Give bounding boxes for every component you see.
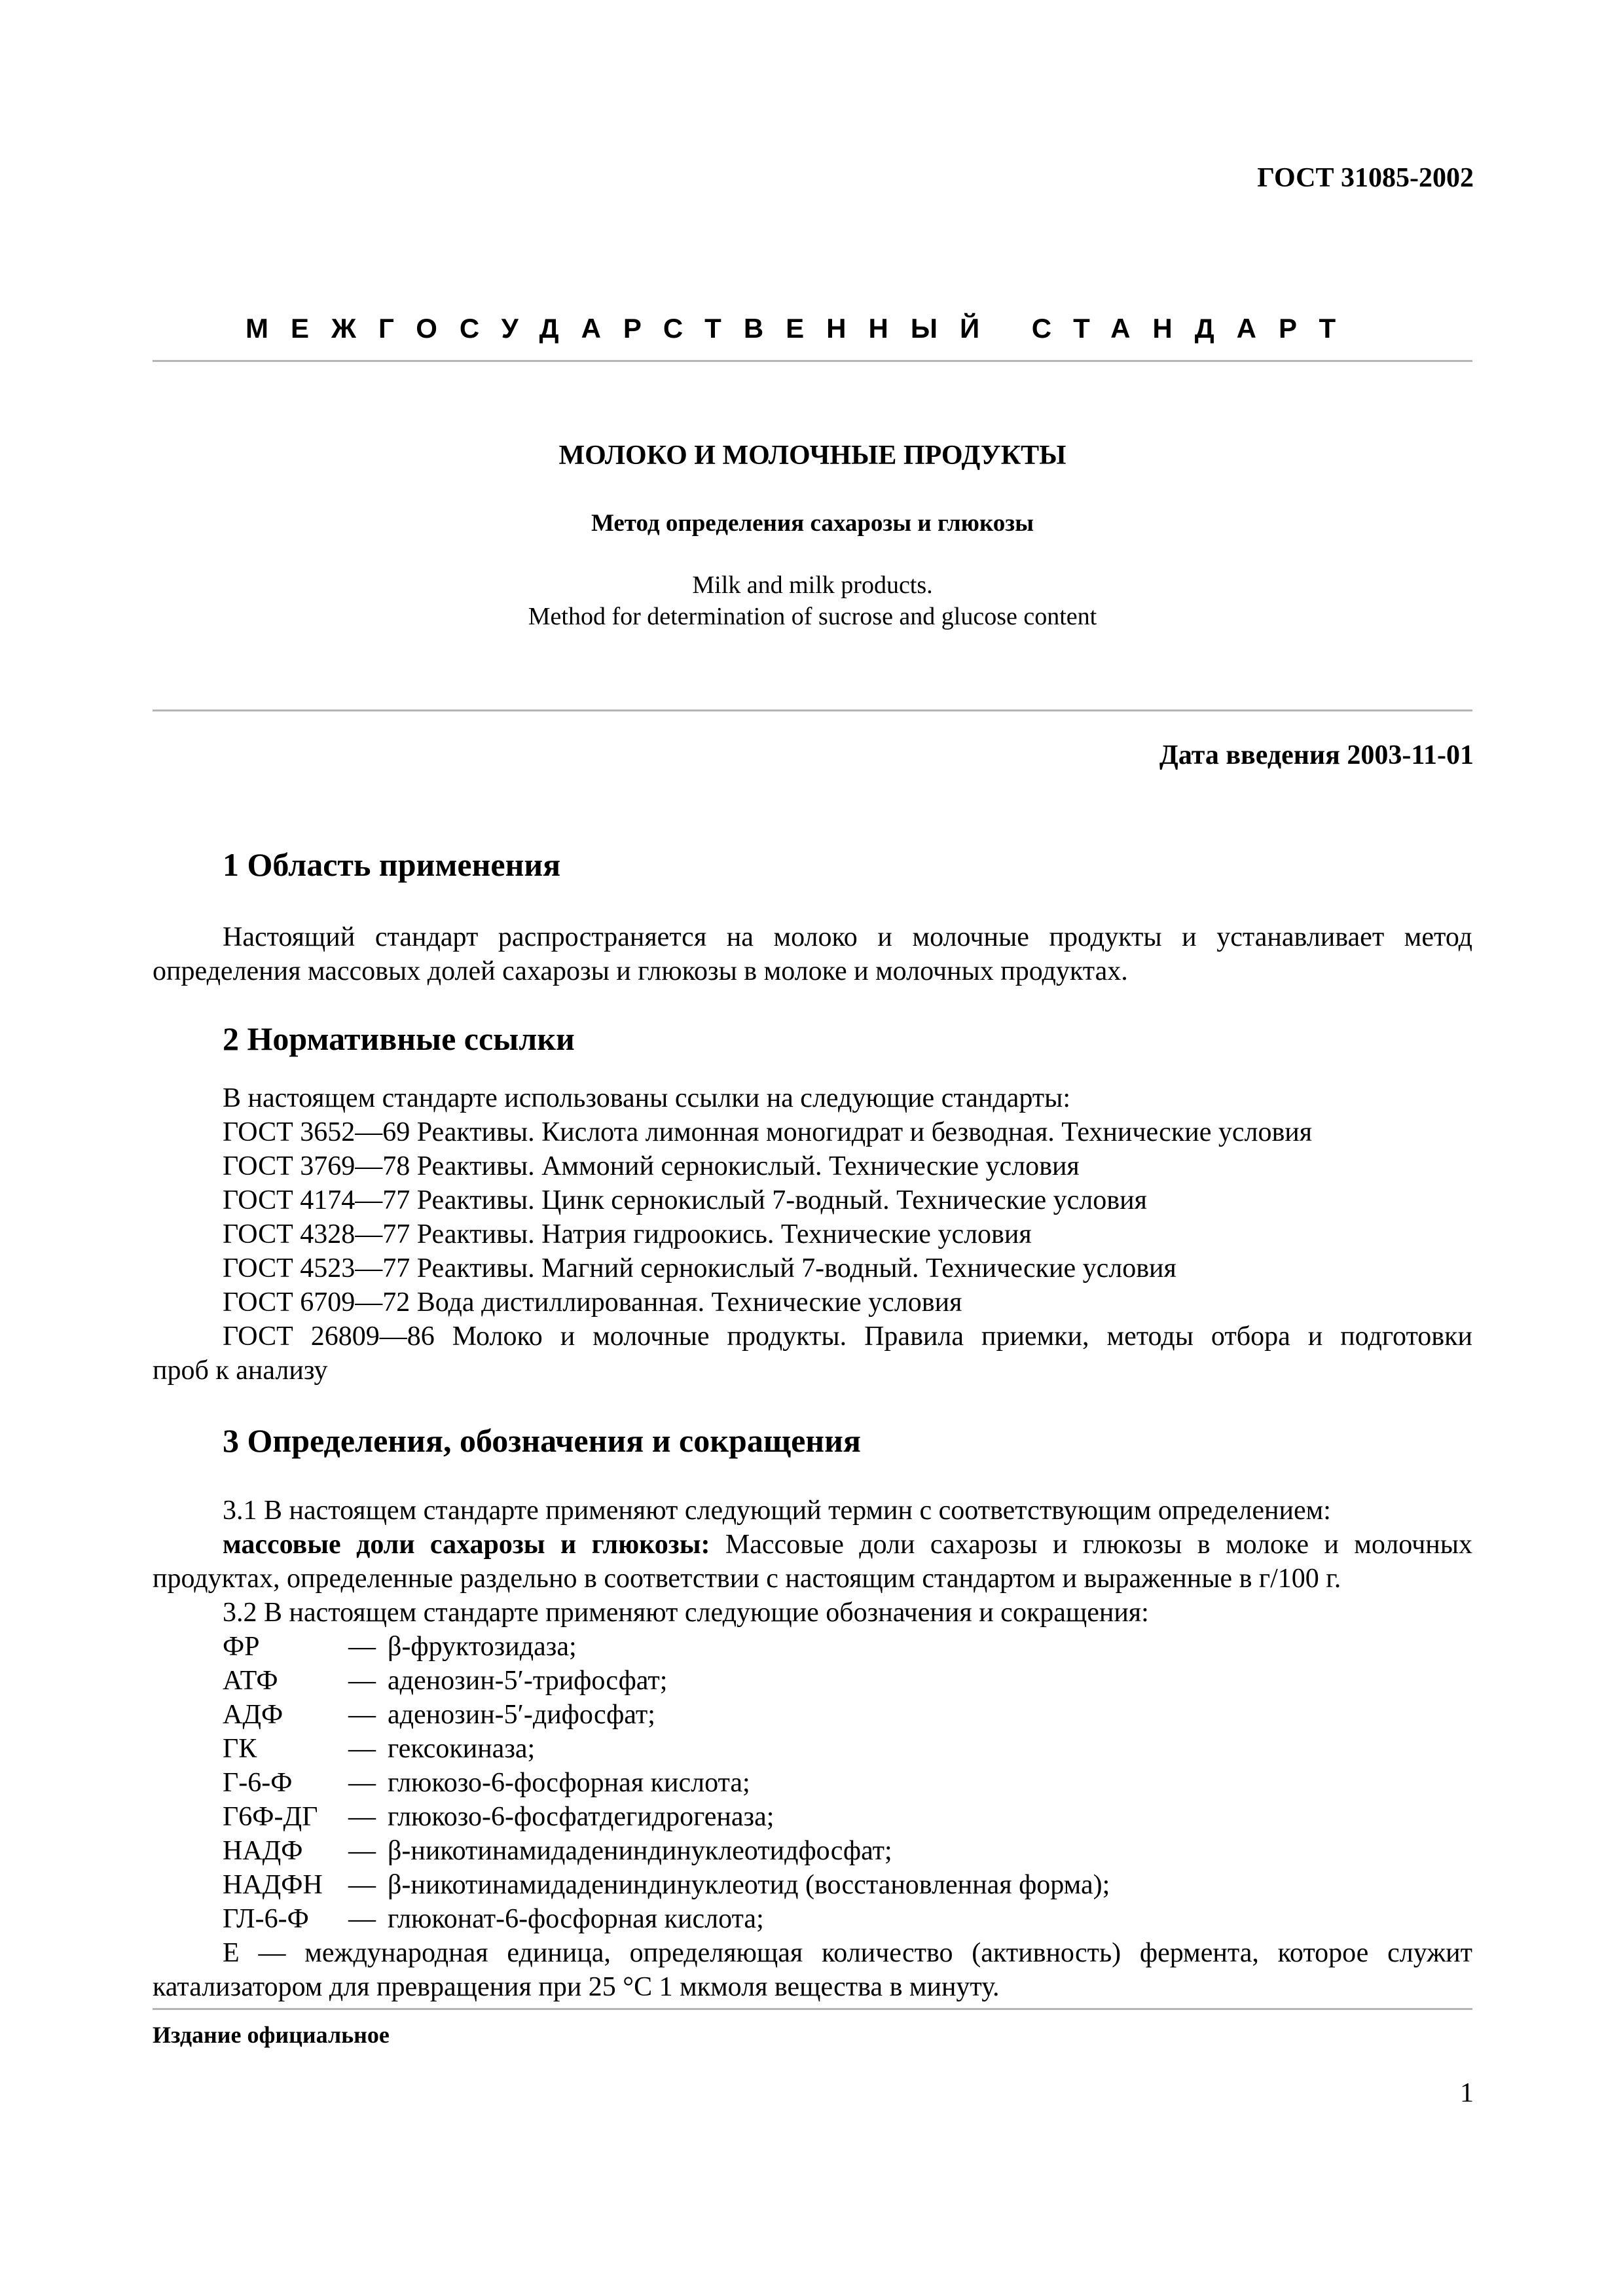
- section-1-line-1: Настоящий стандарт распространяется на молоко и молочные продукты и устанавливает метод: [223, 922, 1472, 952]
- document-code: ГОСТ 31085-2002: [1257, 163, 1474, 193]
- abbreviation-row: [223, 1698, 655, 1732]
- section-2-text: [153, 1081, 1472, 1388]
- abbreviation-row: [223, 1732, 535, 1766]
- abbreviation-text: аденозин-5′-трифосфат;: [388, 1666, 668, 1696]
- unit-definition-line-2: катализатором для превращения при 25 °С 1 мкмоля вещества в минуту.: [153, 1972, 1000, 2002]
- abbreviation-key: Г-6-Ф: [223, 1768, 293, 1798]
- abbreviation-row: [223, 1800, 774, 1834]
- abbreviation-text: глюконат-6-фосфорная кислота;: [388, 1904, 764, 1934]
- reference-item: ГОСТ 6709—72 Вода дистиллированная. Технические условия: [223, 1287, 962, 1318]
- reference-item: ГОСТ 3769—78 Реактивы. Аммоний сернокислый. Технические условия: [223, 1151, 1080, 1181]
- abbreviation-dash: —: [348, 1632, 376, 1662]
- header-divider: [153, 360, 1472, 362]
- abbreviation-dash: —: [348, 1700, 376, 1730]
- abbreviation-text: β-никотинамидадениндинуклеотид (восстановленная форма);: [388, 1870, 1110, 1900]
- document-title: МОЛОКО И МОЛОЧНЫЕ ПРОДУКТЫ: [558, 440, 1067, 471]
- clause-3-2: 3.2 В настоящем стандарте применяют следующие обозначения и сокращения:: [223, 1598, 1149, 1628]
- abbreviation-key: ГК: [223, 1734, 257, 1764]
- page-number: 1: [1460, 2078, 1474, 2108]
- abbreviation-key: НАДФН: [223, 1870, 323, 1900]
- abbreviation-key: АДФ: [223, 1700, 283, 1730]
- footer-divider: [153, 2008, 1472, 2010]
- abbreviation-text: β-никотинамидадениндинуклеотидфосфат;: [388, 1836, 892, 1866]
- abbreviation-key: ГЛ-6-Ф: [223, 1904, 309, 1934]
- abbreviation-dash: —: [348, 1836, 376, 1866]
- reference-item-continuation: проб к анализу: [153, 1355, 328, 1386]
- abbreviation-row: [223, 1766, 750, 1800]
- clause-3-1: 3.1 В настоящем стандарте применяют следующий термин с соответствующим определением:: [223, 1496, 1331, 1526]
- english-title-line-1: Milk and milk products.: [692, 571, 933, 599]
- interstate-standard-label: МЕЖГОСУДАРСТВЕННЫЙ СТАНДАРТ: [246, 313, 1359, 344]
- term-definition-line-1: [153, 1528, 1472, 1562]
- abbreviation-text: аденозин-5′-дифосфат;: [388, 1700, 655, 1730]
- term-definition-line-2: продуктах, определенные раздельно в соответствии с настоящим стандартом и выраженные в г/100 г.: [153, 1564, 1341, 1594]
- reference-item: ГОСТ 26809—86 Молоко и молочные продукты. Правила приемки, методы отбора и подготовки: [223, 1321, 1472, 1352]
- abbreviation-row: [223, 1834, 892, 1868]
- section-1-line-2: определения массовых долей сахарозы и глюкозы в молоке и молочных продуктах.: [153, 956, 1128, 986]
- abbreviation-key: НАДФ: [223, 1836, 303, 1866]
- section-1-text: [153, 920, 1472, 988]
- title-divider: [153, 709, 1472, 711]
- definition-text: Массовые доли сахарозы и глюкозы в молоке и молочных: [710, 1530, 1472, 1560]
- abbreviation-row: [223, 1868, 1110, 1902]
- abbreviation-key: Г6Ф-ДГ: [223, 1802, 318, 1832]
- abbreviation-dash: —: [348, 1666, 376, 1696]
- effective-date: Дата введения 2003-11-01: [1159, 740, 1474, 770]
- abbreviation-text: β-фруктозидаза;: [388, 1632, 577, 1662]
- unit-definition: [153, 1936, 1472, 2004]
- abbreviation-dash: —: [348, 1904, 376, 1934]
- unit-definition-line-1: Е — международная единица, определяющая количество (активность) фермента, которое служит: [223, 1938, 1472, 1968]
- reference-item: ГОСТ 4328—77 Реактивы. Натрия гидроокись. Технические условия: [223, 1219, 1032, 1249]
- abbreviation-key: ФР: [223, 1632, 260, 1662]
- term: массовые доли сахарозы и глюкозы:: [223, 1530, 710, 1560]
- abbreviation-row: [223, 1902, 764, 1936]
- reference-item: ГОСТ 4174—77 Реактивы. Цинк сернокислый 7-водный. Технические условия: [223, 1185, 1147, 1215]
- reference-item: ГОСТ 4523—77 Реактивы. Магний сернокислый 7-водный. Технические условия: [223, 1253, 1176, 1283]
- section-2-heading: 2 Нормативные ссылки: [223, 1020, 575, 1057]
- abbreviation-row: [223, 1664, 667, 1698]
- abbreviation-dash: —: [348, 1870, 376, 1900]
- abbreviation-dash: —: [348, 1802, 376, 1832]
- abbreviation-dash: —: [348, 1734, 376, 1764]
- abbreviation-key: АТФ: [223, 1666, 278, 1696]
- document-subtitle: Метод определения сахарозы и глюкозы: [591, 510, 1034, 537]
- english-title: [153, 569, 1472, 632]
- english-title-line-2: Method for determination of sucrose and glucose content: [528, 603, 1097, 630]
- section-1-heading: 1 Область применения: [223, 846, 561, 883]
- section-3-heading: 3 Определения, обозначения и сокращения: [223, 1422, 861, 1459]
- abbreviation-dash: —: [348, 1768, 376, 1798]
- references-intro: В настоящем стандарте использованы ссылки на следующие стандарты:: [223, 1083, 1071, 1113]
- abbreviation-text: гексокиназа;: [388, 1734, 536, 1764]
- abbreviation-row: [223, 1630, 577, 1664]
- section-3-text: [153, 1494, 1472, 1630]
- official-edition-label: Издание официальное: [153, 2022, 390, 2048]
- abbreviation-text: глюкозо-6-фосфатдегидрогеназа;: [388, 1802, 775, 1832]
- abbreviation-text: глюкозо-6-фосфорная кислота;: [388, 1768, 750, 1798]
- reference-item: ГОСТ 3652—69 Реактивы. Кислота лимонная моногидрат и безводная. Технические условия: [223, 1117, 1313, 1147]
